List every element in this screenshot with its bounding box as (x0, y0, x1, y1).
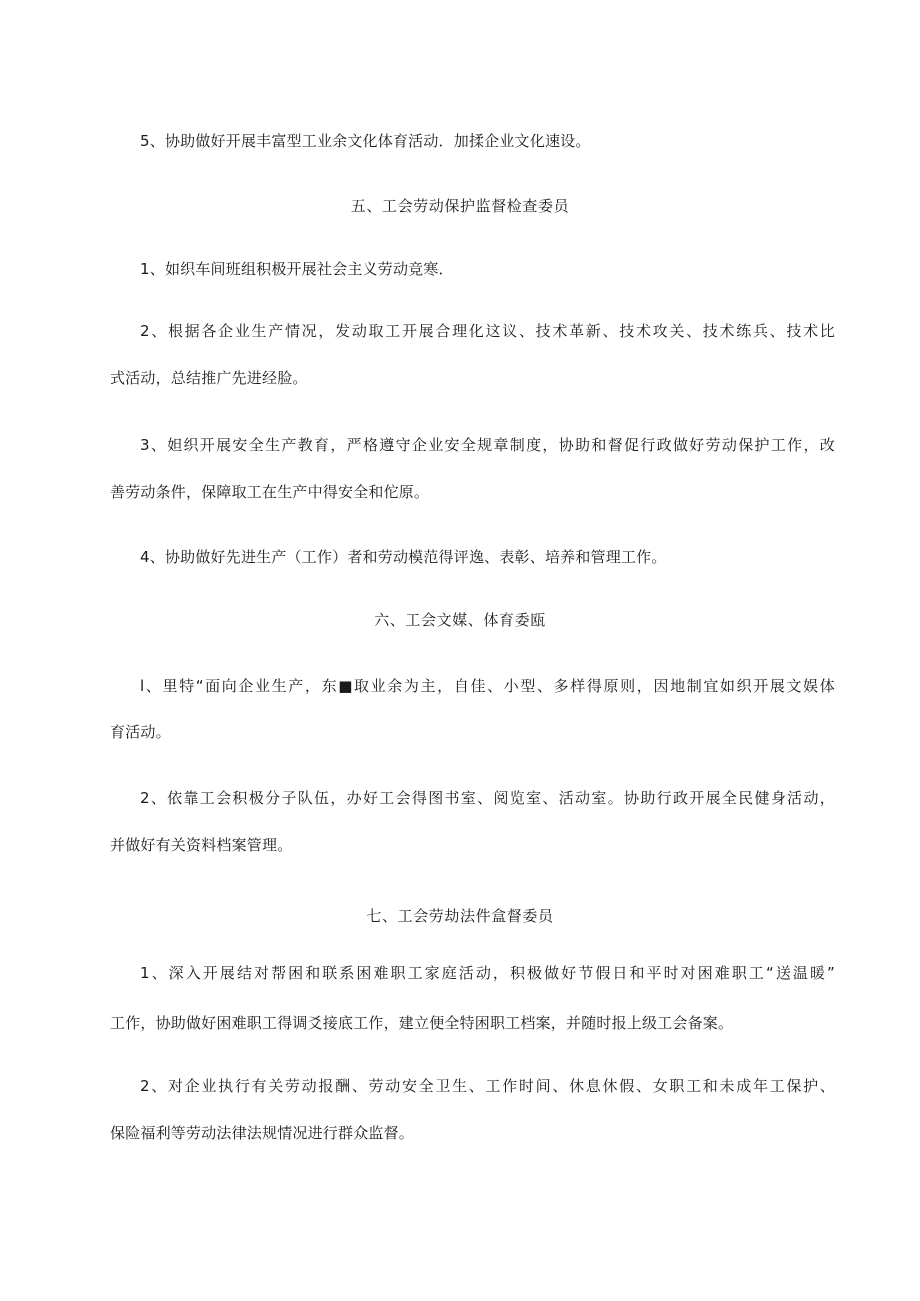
paragraph-s6-item-1-line-2: 育活动。 (110, 723, 171, 741)
paragraph-s5-item-2-line-1: 2、根据各企业生产情况，发动取工开展合理化这议、技术革新、技术攻关、技术练兵、技术比 (140, 322, 835, 340)
paragraph-s5-item-2-line-2: 式活动，总结推广先进经脸。 (110, 369, 308, 387)
section-heading-6: 六、工会文媒、体育委瓯 (374, 611, 546, 629)
paragraph-s7-item-1-line-2: 工作，协助做好困难职工得调爻接底工作，建立便全特困职工档案，并随时报上级工会备案。 (110, 1014, 734, 1032)
paragraph-s7-item-1-line-1: 1、深入开展结对帮困和联系困难职工家庭活动，积极做好节假日和平时对困难职工“送温暖” (140, 964, 835, 982)
paragraph-s7-item-2-line-2: 保险福利等劳动法律法规情况进行群众监督。 (110, 1124, 415, 1142)
paragraph-s5-item-3-line-1: 3、妲织开展安全生产教育，严格遵守企业安全规章制度，协助和督促行政做好劳动保护工作，改 (140, 436, 835, 454)
paragraph-s6-item-2-line-2: 并做好有关资料档案管理。 (110, 836, 293, 854)
paragraph-s6-item-1-line-1: l、里特“面向企业生产，东■取业余为主，自佳、小型、多样得原则，因地制宜如织开展文娱体 (140, 677, 835, 695)
paragraph-s5-item-4: 4、协助做好先进生产（工作）者和劳动模范得评逸、表彰、培养和管理工作。 (140, 548, 667, 566)
paragraph-s6-item-2-line-1: 2、依靠工会积极分子队伍，办好工会得图书室、阅览室、活动室。协助行政开展全民健身活动， (140, 789, 835, 807)
section-heading-7: 七、工会劳劫法件盒督委员 (366, 907, 554, 925)
paragraph-item-5: 5、协助做好开展丰富型工业余文化体育活动．加揉企业文化速设。 (140, 132, 591, 150)
paragraph-s5-item-3-line-2: 善劳动条件，保障取工在生产中得安全和佗原。 (110, 483, 430, 501)
paragraph-s5-item-1: 1、如织车间班组积极开展社会主义劳动竞寒． (140, 260, 454, 278)
paragraph-s7-item-2-line-1: 2、对企业执行有关劳动报酬、劳动安全卫生、工作时间、休息休假、女职工和未成年工保护、 (140, 1077, 835, 1095)
section-heading-5: 五、工会劳动保护监督检查委员 (350, 197, 570, 215)
